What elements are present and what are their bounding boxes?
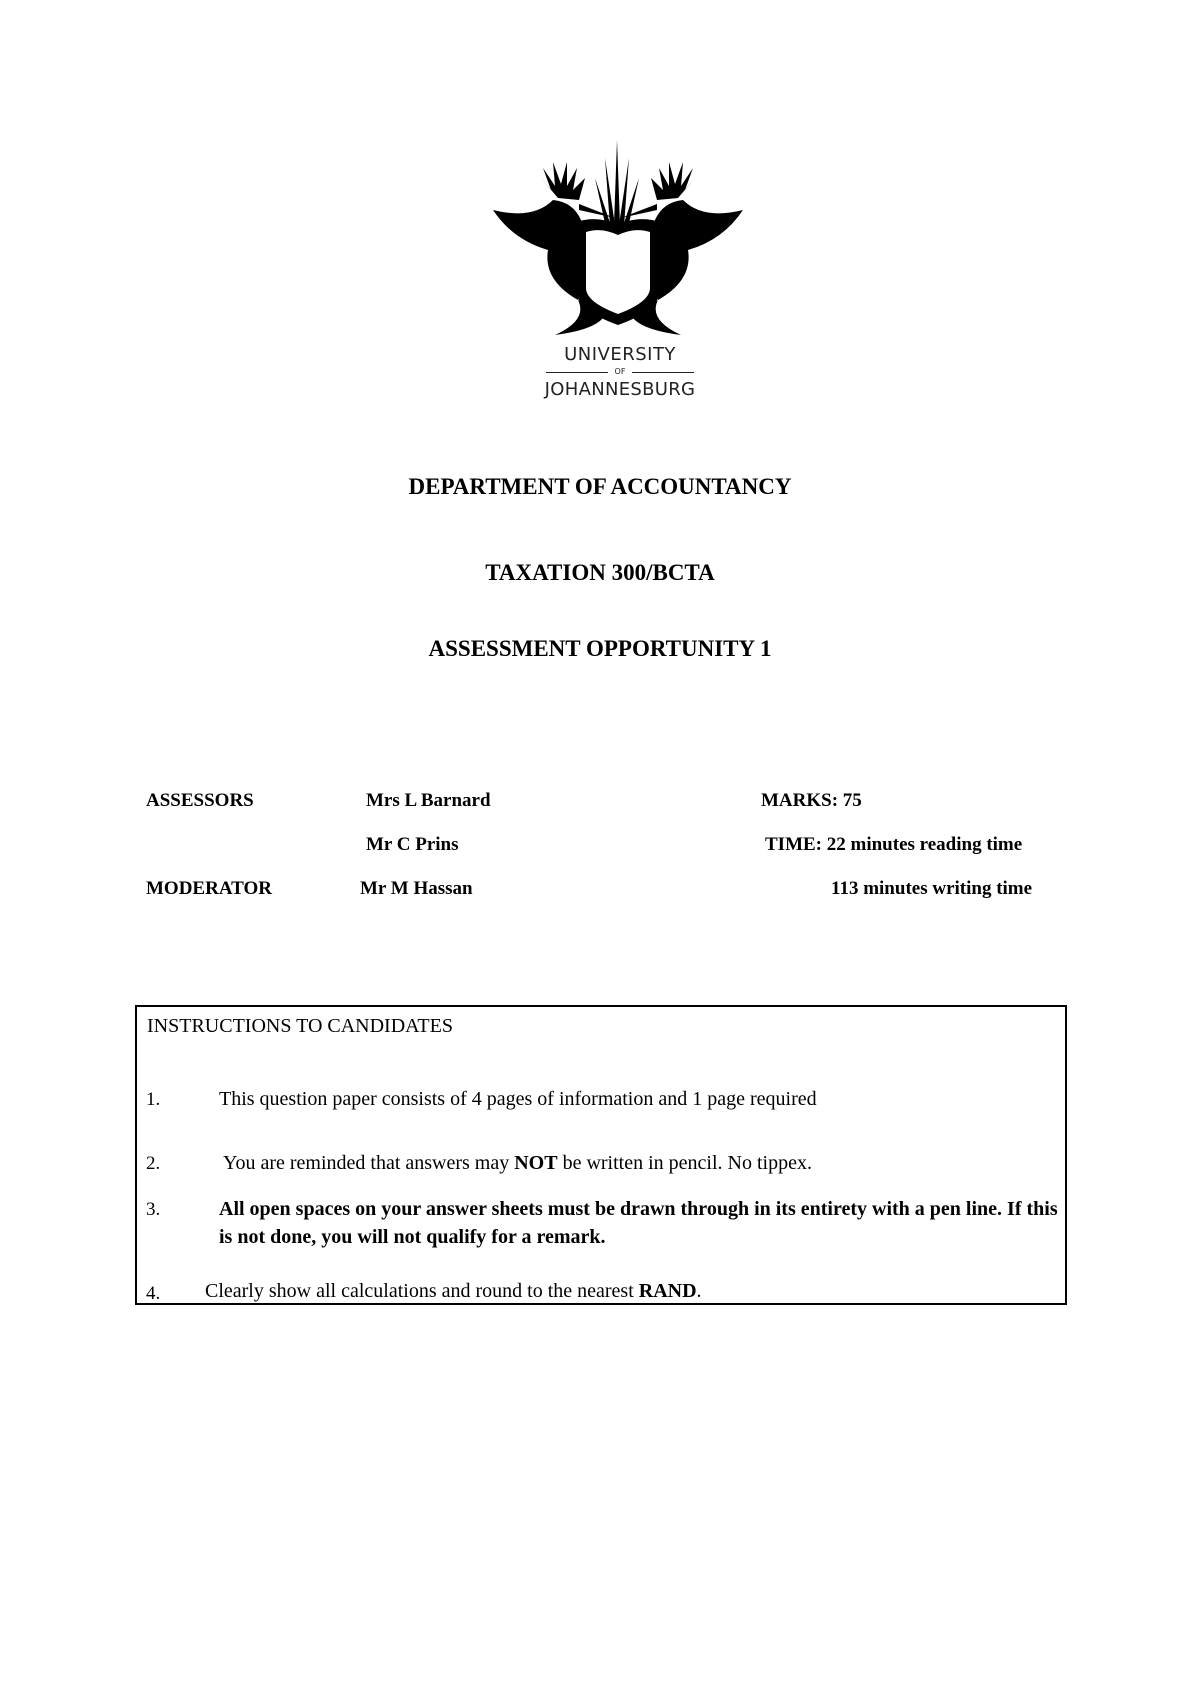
time-writing: 113 minutes writing time <box>831 878 1033 899</box>
instructions-title: INSTRUCTIONS TO CANDIDATES <box>147 1015 453 1037</box>
assessor-1: Mrs L Barnard <box>366 790 491 811</box>
instruction-2-text-bold: NOT <box>514 1152 558 1174</box>
university-name-of: OF <box>614 367 626 376</box>
divider-right <box>632 372 694 373</box>
instruction-3-number: 3. <box>146 1199 161 1220</box>
instruction-2-text-after: be written in pencil. No tippex. <box>557 1152 812 1174</box>
instructions-box <box>135 1005 1067 1305</box>
marks: MARKS: 75 <box>761 790 862 811</box>
instruction-2-text <box>223 1152 812 1175</box>
instruction-4-text-after: . <box>696 1280 702 1302</box>
university-logo <box>493 140 743 335</box>
instruction-2-number: 2. <box>146 1153 161 1174</box>
course-title: TAXATION 300/BCTA <box>485 560 715 585</box>
instruction-1-text: This question paper consists of 4 pages of information and 1 page required <box>219 1088 817 1110</box>
instruction-1-number: 1. <box>146 1089 161 1110</box>
university-name-line1: UNIVERSITY <box>564 344 676 365</box>
time-reading: TIME: 22 minutes reading time <box>765 834 1023 855</box>
instruction-4-text-before: Clearly show all calculations and round to the nearest <box>205 1280 639 1302</box>
instruction-2-text-before: You are reminded that answers may <box>223 1152 515 1174</box>
uj-crest-logo-icon <box>493 140 743 335</box>
university-of-row <box>546 366 694 378</box>
moderator-label: MODERATOR <box>146 878 272 899</box>
instruction-4-number: 4. <box>146 1283 161 1304</box>
moderator-name: Mr M Hassan <box>360 878 473 899</box>
assessment-title: ASSESSMENT OPPORTUNITY 1 <box>428 636 772 661</box>
instruction-4-text <box>205 1280 702 1303</box>
assessors-label: ASSESSORS <box>146 790 254 811</box>
instruction-3-text: All open spaces on your answer sheets must be drawn through in its entirety with a pen line. If this is not done, you will not qualify for a remark. <box>219 1198 1058 1248</box>
assessor-2: Mr C Prins <box>366 834 459 855</box>
university-name-line2: JOHANNESBURG <box>544 379 696 400</box>
instruction-4-text-bold: RAND <box>638 1280 697 1302</box>
department-title: DEPARTMENT OF ACCOUNTANCY <box>408 474 792 499</box>
